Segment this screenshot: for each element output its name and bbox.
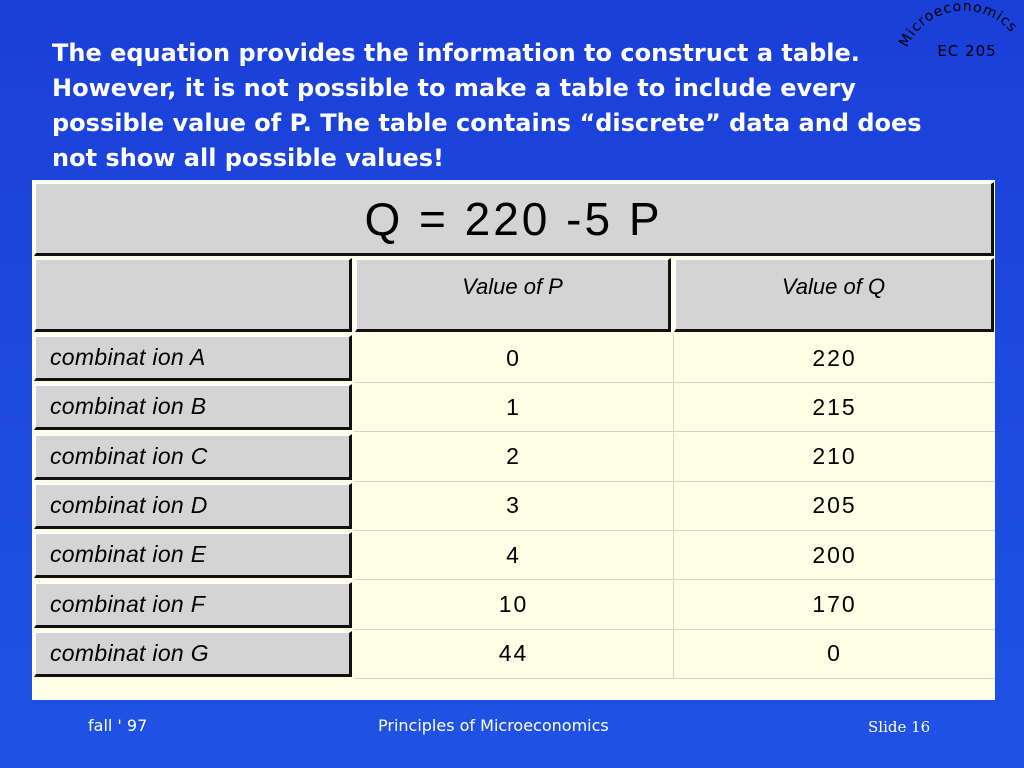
header-blank-cell — [34, 258, 352, 332]
row-value-p: 10 — [354, 581, 674, 630]
footer-term: fall ' 97 — [88, 716, 148, 735]
course-badge-arc — [895, 2, 1024, 72]
row-value-p: 2 — [354, 433, 674, 482]
table-title: Q = 220 -5 P — [34, 182, 994, 256]
row-value-p: 3 — [354, 482, 674, 531]
row-value-p: 0 — [354, 334, 674, 383]
row-value-q: 215 — [674, 383, 995, 432]
row-value-q: 210 — [674, 433, 995, 482]
row-value-q: 205 — [674, 482, 995, 531]
row-value-p: 1 — [354, 383, 674, 432]
row-value-p: 44 — [354, 630, 674, 679]
demand-table — [32, 180, 995, 700]
row-label: combinat ion C — [34, 434, 352, 480]
row-label: combinat ion D — [34, 483, 352, 529]
footer-course-title: Principles of Microeconomics — [378, 716, 609, 735]
row-label: combinat ion F — [34, 582, 352, 628]
intro-paragraph: The equation provides the information to construct a table. However, it is not possible to make a table to include every possible value of P. The table contains “discrete” data and does not show all possible values! — [52, 39, 922, 172]
row-label: combinat ion G — [34, 631, 352, 677]
row-value-q: 220 — [674, 334, 995, 383]
header-value-p: Value of P — [355, 258, 671, 332]
row-value-q: 200 — [674, 531, 995, 580]
row-value-p: 4 — [354, 531, 674, 580]
row-label: combinat ion A — [34, 335, 352, 381]
course-badge — [895, 2, 1024, 72]
badge-arc-text: Microeconomics — [896, 0, 1021, 50]
row-label: combinat ion E — [34, 532, 352, 578]
row-value-q: 0 — [674, 630, 995, 679]
row-label: combinat ion B — [34, 384, 352, 430]
header-value-q: Value of Q — [674, 258, 994, 332]
footer-slide-number: Slide 16 — [868, 718, 931, 736]
row-value-q: 170 — [674, 581, 995, 630]
badge-course-code: EC 205 — [937, 42, 997, 60]
